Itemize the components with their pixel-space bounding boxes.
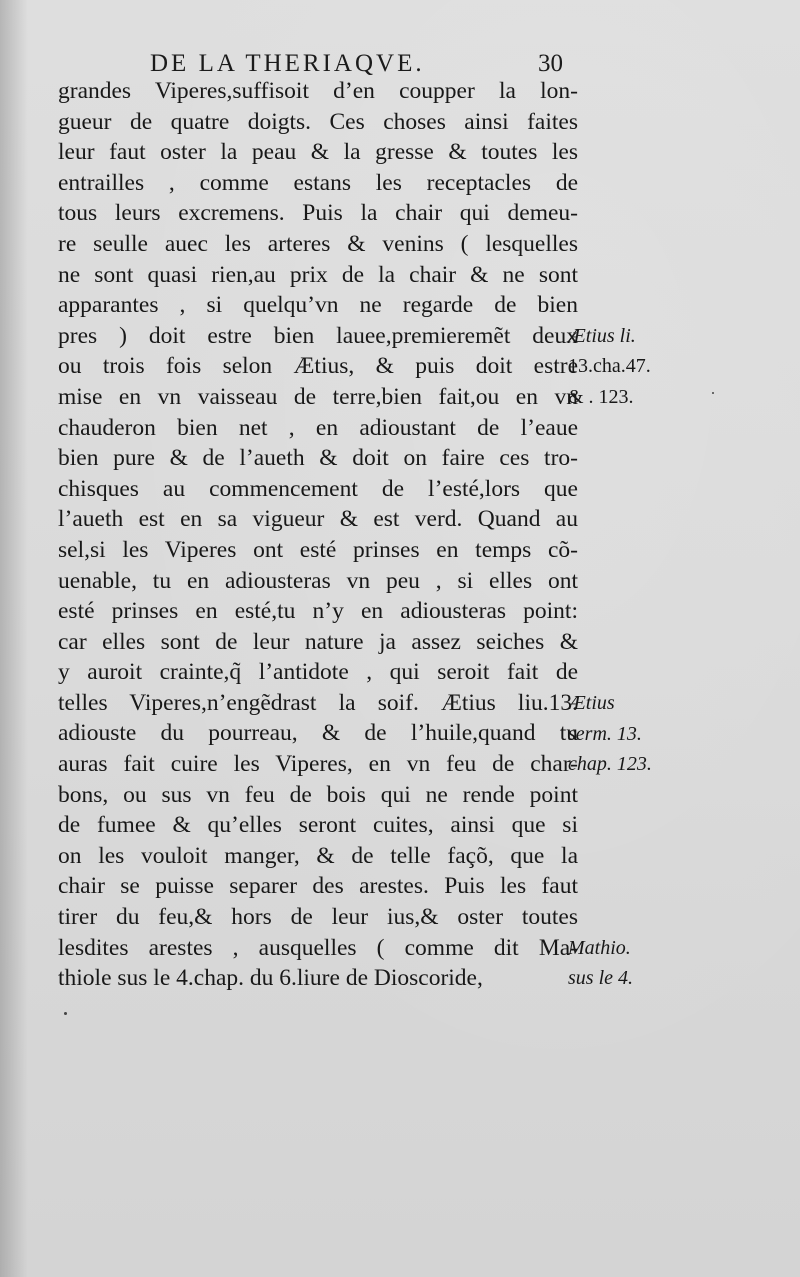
running-head: DE LA THERIAQVE. [150,50,425,77]
text-line: chauderon bien net , en adioustant de l’eaue [58,414,578,441]
text-line: sel,si les Viperes ont esté prinses en temps cõ- [58,536,578,563]
text-line: on les vouloit manger, & de telle façõ, que la [58,842,578,869]
text-line: telles Viperes,n’engẽdrast la soif. Ætius liu.13. [58,689,578,716]
text-line: bien pure & de l’aueth & doit on faire ces tro- [58,445,578,472]
page-gutter-shadow [0,0,28,1277]
text-line: pres ) doit estre bien lauee,premieremẽt deux [58,322,578,349]
text-line: esté prinses en esté,tu n’y en adiousteras point: [58,598,578,625]
margin-note: Ætius li. [568,324,636,347]
text-line: mise en vn vaisseau de terre,bien fait,ou en vn [58,383,578,410]
text-line: apparantes , si quelqu’vn ne regarde de bien [58,292,578,319]
margin-note: Ætius [568,692,615,714]
text-line: tous leurs excremens. Puis la chair qui demeu- [58,200,578,227]
text-line: thiole sus le 4.chap. du 6.liure de Dioscoride, [58,965,483,992]
text-line: bons, ou sus vn feu de bois qui ne rende point [58,781,578,808]
text-line: l’aueth est en sa vigueur & est verd. Quand au [58,506,578,533]
margin-note: Mathio. [568,936,631,959]
margin-note: sus le 4. [568,967,633,990]
text-line: entrailles , comme estans les receptacles de [58,169,578,196]
text-line: re seulle auec les arteres & venins ( lesquelles [58,230,578,257]
text-line: tirer du feu,& hors de leur ius,& oster toutes [58,904,578,931]
margin-note: & . 123. [568,386,634,408]
paper-speck [712,392,714,394]
text-line: y auroit crainte,q̃ l’antidote , qui seroit fait de [58,659,578,686]
text-line: lesdites arestes , ausquelles ( comme dit Ma- [58,934,578,961]
text-line: adiouste du pourreau, & de l’huile,quand tu [58,720,578,747]
text-line: gueur de quatre doigts. Ces choses ainsi faites [58,108,578,135]
text-line: auras fait cuire les Viperes, en vn feu de char- [58,751,578,778]
page-number: 30 [538,50,563,77]
text-line: ou trois fois selon Ætius, & puis doit estre [58,353,578,380]
margin-note: chap. 123. [568,753,652,776]
margin-note: serm. 13. [568,722,642,745]
text-line: uenable, tu en adiousteras vn peu , si elles ont [58,567,578,594]
text-line: ne sont quasi rien,au prix de la chair & ne sont [58,261,578,288]
text-line: grandes Viperes,suffisoit d’en coupper la lon- [58,78,578,104]
text-line: car elles sont de leur nature ja assez seiches & [58,628,578,655]
text-line: de fumee & qu’elles seront cuites, ainsi que si [58,812,578,839]
text-line: chair se puisse separer des arestes. Puis les faut [58,873,578,900]
margin-note: 13.cha.47. [568,355,651,378]
body-text [58,76,578,994]
text-line: leur faut oster la peau & la gresse & toutes les [58,139,578,166]
text-line: chisques au commencement de l’esté,lors que [58,475,578,502]
paper-speck [64,1012,67,1015]
